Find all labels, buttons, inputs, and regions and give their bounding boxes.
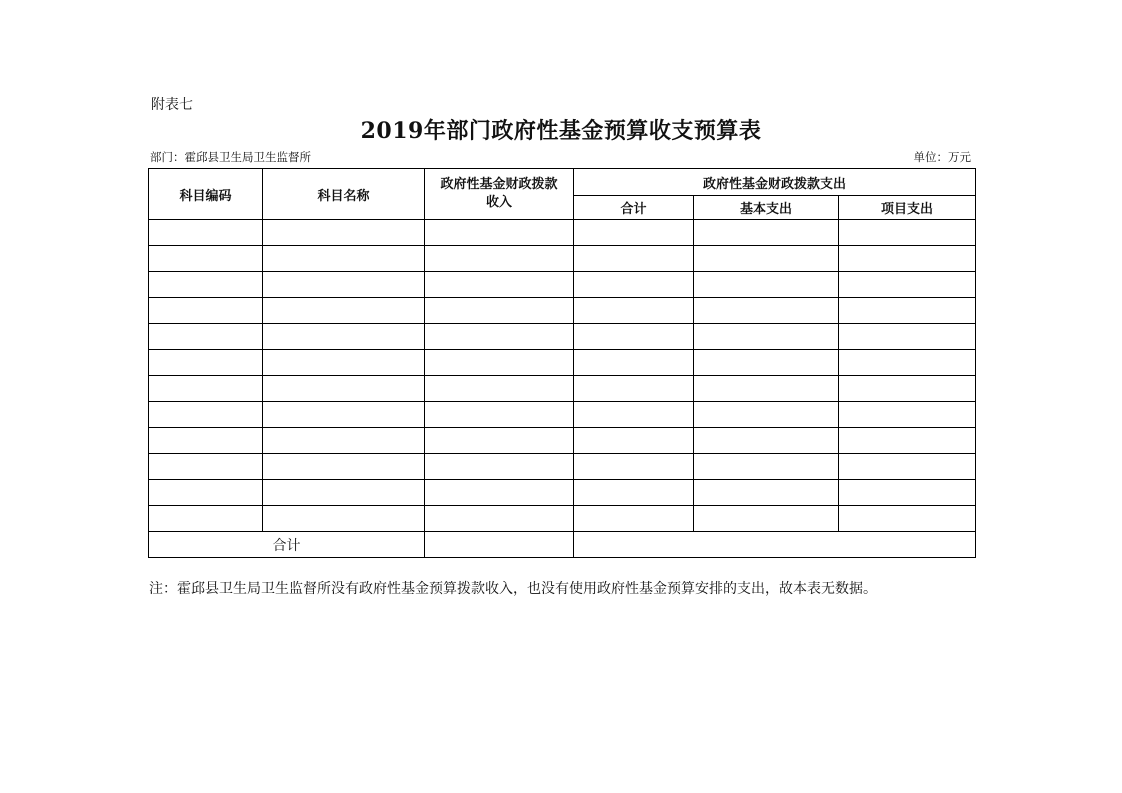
cell-project <box>839 428 976 454</box>
table-row <box>149 350 976 376</box>
cell-revenue <box>425 246 574 272</box>
cell-subject-code <box>149 428 263 454</box>
cell-basic <box>694 454 839 480</box>
cell-subject-code <box>149 246 263 272</box>
table-row <box>149 376 976 402</box>
appendix-label: 附表七 <box>151 97 193 113</box>
cell-basic <box>694 402 839 428</box>
cell-revenue <box>425 428 574 454</box>
cell-subject-code <box>149 350 263 376</box>
cell-total <box>574 350 694 376</box>
cell-subject-name <box>263 272 425 298</box>
cell-basic <box>694 428 839 454</box>
table-row <box>149 454 976 480</box>
table-row <box>149 480 976 506</box>
cell-subject-name <box>263 298 425 324</box>
cell-total <box>574 506 694 532</box>
cell-revenue <box>425 220 574 246</box>
cell-project <box>839 402 976 428</box>
page-title: 2019年部门政府性基金预算收支预算表 <box>360 118 762 144</box>
cell-project <box>839 376 976 402</box>
cell-basic <box>694 246 839 272</box>
cell-revenue <box>425 402 574 428</box>
total-row <box>149 532 976 558</box>
unit-label: 单位：万元 <box>913 150 971 164</box>
cell-project <box>839 480 976 506</box>
header-expenditure-group: 政府性基金财政拨款支出 <box>574 169 976 196</box>
cell-basic <box>694 272 839 298</box>
cell-subject-name <box>263 324 425 350</box>
cell-revenue <box>425 454 574 480</box>
cell-project <box>839 454 976 480</box>
table-row <box>149 246 976 272</box>
cell-subject-name <box>263 506 425 532</box>
cell-subject-name <box>263 454 425 480</box>
cell-subject-name <box>263 350 425 376</box>
cell-revenue <box>425 350 574 376</box>
cell-subject-code <box>149 324 263 350</box>
total-revenue-cell <box>425 532 574 558</box>
cell-revenue <box>425 272 574 298</box>
total-label: 合计 <box>149 532 425 558</box>
cell-project <box>839 220 976 246</box>
cell-total <box>574 272 694 298</box>
cell-project <box>839 506 976 532</box>
header-revenue: 政府性基金财政拨款收入 <box>425 169 574 220</box>
cell-total <box>574 480 694 506</box>
cell-subject-name <box>263 246 425 272</box>
cell-basic <box>694 350 839 376</box>
table-row <box>149 324 976 350</box>
cell-project <box>839 324 976 350</box>
cell-subject-code <box>149 220 263 246</box>
cell-subject-name <box>263 376 425 402</box>
cell-subject-code <box>149 506 263 532</box>
cell-project <box>839 298 976 324</box>
cell-total <box>574 376 694 402</box>
cell-basic <box>694 480 839 506</box>
cell-project <box>839 272 976 298</box>
cell-total <box>574 324 694 350</box>
header-subject-code: 科目编码 <box>149 169 263 220</box>
cell-revenue <box>425 480 574 506</box>
cell-revenue <box>425 298 574 324</box>
cell-subject-code <box>149 454 263 480</box>
header-total: 合计 <box>574 196 694 220</box>
cell-total <box>574 220 694 246</box>
header-row-1 <box>149 169 976 196</box>
table-row <box>149 272 976 298</box>
cell-basic <box>694 506 839 532</box>
cell-basic <box>694 376 839 402</box>
cell-project <box>839 350 976 376</box>
cell-subject-name <box>263 220 425 246</box>
cell-subject-code <box>149 376 263 402</box>
total-expenditure-cell <box>574 532 976 558</box>
cell-subject-code <box>149 480 263 506</box>
table-row <box>149 220 976 246</box>
budget-table <box>148 168 976 558</box>
department-label: 部门：霍邱县卫生局卫生监督所 <box>150 150 311 164</box>
cell-total <box>574 454 694 480</box>
cell-total <box>574 428 694 454</box>
cell-revenue <box>425 376 574 402</box>
table-row <box>149 506 976 532</box>
header-subject-name: 科目名称 <box>263 169 425 220</box>
cell-subject-code <box>149 402 263 428</box>
cell-subject-name <box>263 428 425 454</box>
cell-basic <box>694 298 839 324</box>
cell-basic <box>694 324 839 350</box>
cell-subject-code <box>149 272 263 298</box>
header-basic: 基本支出 <box>694 196 839 220</box>
footnote: 注：霍邱县卫生局卫生监督所没有政府性基金预算拨款收入，也没有使用政府性基金预算安排的支出，故本表无数据。 <box>149 581 877 597</box>
cell-total <box>574 298 694 324</box>
cell-subject-name <box>263 480 425 506</box>
cell-basic <box>694 220 839 246</box>
cell-project <box>839 246 976 272</box>
cell-total <box>574 402 694 428</box>
cell-revenue <box>425 324 574 350</box>
cell-subject-name <box>263 402 425 428</box>
table-row <box>149 298 976 324</box>
cell-total <box>574 246 694 272</box>
table-row <box>149 428 976 454</box>
cell-subject-code <box>149 298 263 324</box>
header-project: 项目支出 <box>839 196 976 220</box>
table-row <box>149 402 976 428</box>
cell-revenue <box>425 506 574 532</box>
